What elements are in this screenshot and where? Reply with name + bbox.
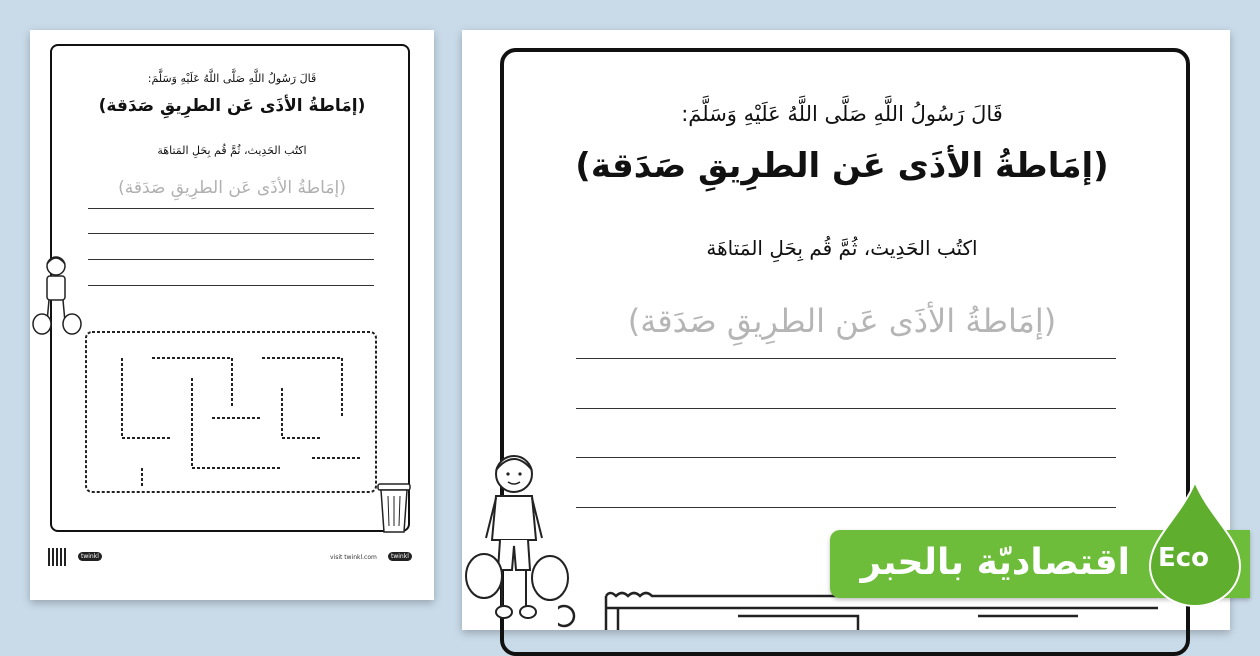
brand-logo-right: twinkl: [388, 552, 412, 561]
writing-line: [88, 259, 374, 260]
website-link[interactable]: visit twinkl.com: [330, 554, 377, 561]
writing-line: [576, 358, 1116, 359]
banner-text: اقتصاديّة بالحبر: [860, 542, 1130, 583]
eco-label: Eco: [1158, 543, 1210, 573]
brand-logo-left: twinkl: [78, 552, 102, 561]
qr-code: [48, 548, 66, 566]
worksheet-preview-small: [30, 30, 434, 600]
hadith-trace: (إمَاطةُ الأذَى عَن الطرِيقِ صَدَقة): [627, 302, 1057, 340]
writing-line: [576, 457, 1116, 458]
writing-line: [88, 233, 374, 234]
writing-line: [88, 208, 374, 209]
instruction: اكتُب الحَدِيث، ثُمَّ قُم بِحَلِ المَتاهَة: [157, 144, 307, 157]
hadith-trace: (إمَاطةُ الأذَى عَن الطرِيقِ صَدَقة): [118, 178, 346, 198]
hadith-title: (إمَاطةُ الأذَى عَن الطرِيقِ صَدَقة): [98, 96, 366, 116]
writing-line: [576, 507, 1116, 508]
writing-line: [576, 408, 1116, 409]
trash-bin-icon: [374, 482, 414, 534]
instruction: اكتُب الحَدِيث، ثُمَّ قُم بِحَلِ المَتاهَة: [706, 236, 978, 260]
boy-illustration: [30, 252, 90, 344]
quote-intro: قَالَ رَسُولُ اللَّهِ صَلَّى اللَّهُ عَلَيْهِ وَسَلَّمَ:: [147, 72, 317, 85]
hadith-title: (إمَاطةُ الأذَى عَن الطرِيقِ صَدَقة): [575, 146, 1109, 186]
quote-intro: قَالَ رَسُولُ اللَّهِ صَلَّى اللَّهُ عَلَيْهِ وَسَلَّمَ:: [681, 102, 1003, 126]
maze: [82, 328, 382, 496]
writing-line: [88, 285, 374, 286]
